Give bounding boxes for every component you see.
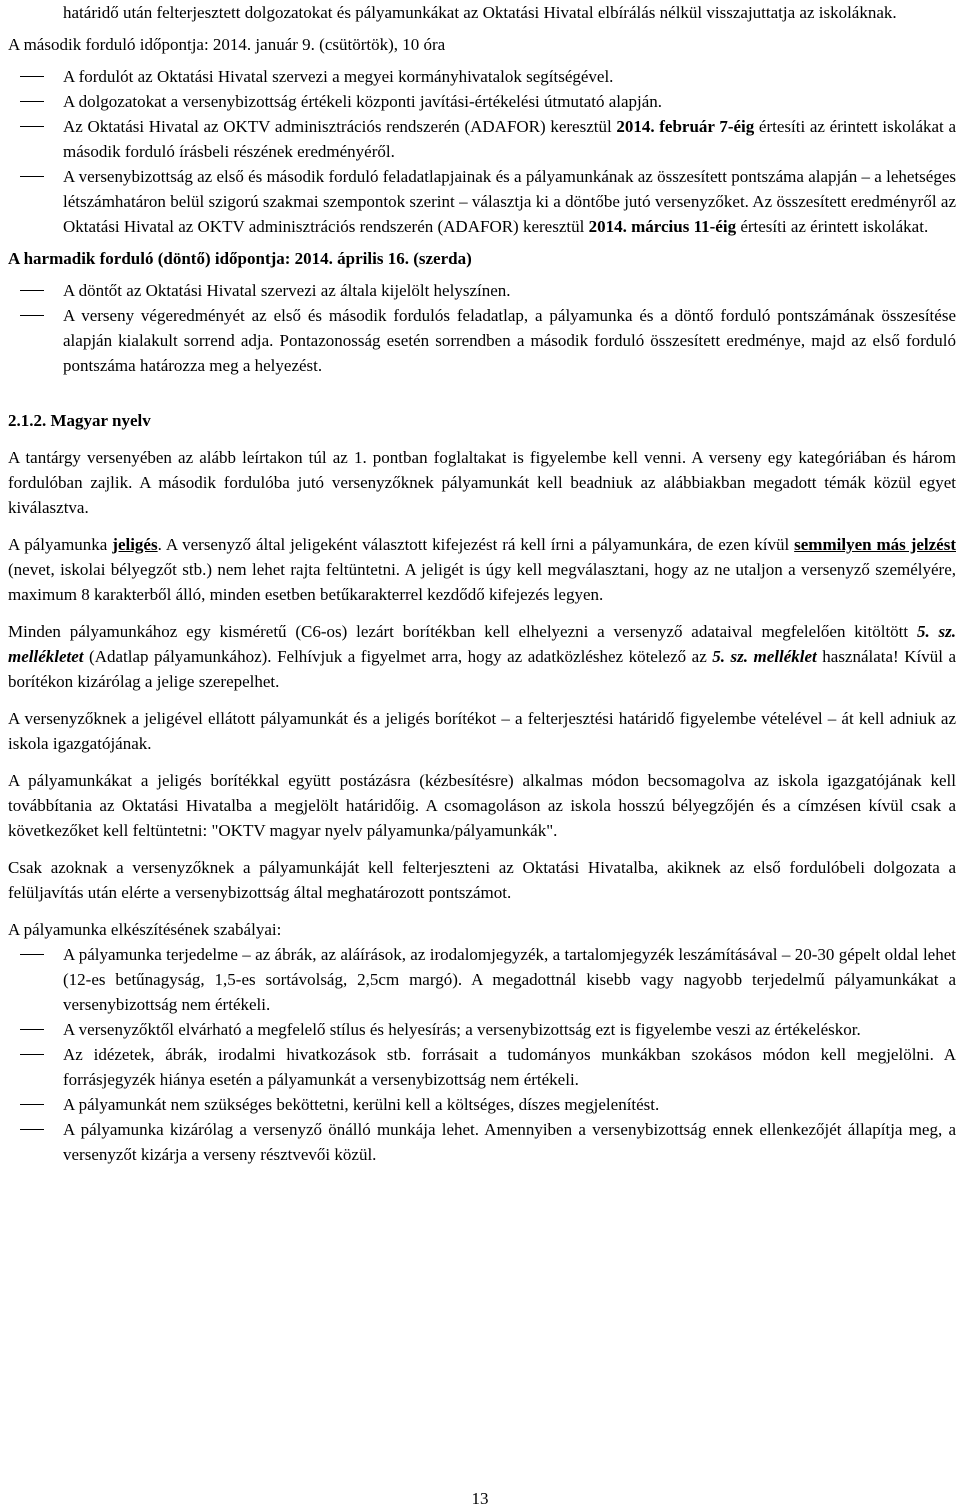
page-number: 13 [471, 1489, 489, 1508]
list-item: A fordulót az Oktatási Hivatal szervezi a megyei kormányhivatalok segítségével. [8, 64, 956, 89]
list-item: Az Oktatási Hivatal az OKTV adminisztrációs rendszerén (ADAFOR) keresztül 2014. február 7-éig értesíti az érintett iskolákat a második forduló írásbeli részének eredményéről. [8, 114, 956, 164]
list-item: A pályamunka terjedelme – az ábrák, az aláírások, az irodalomjegyzék, a tartalomjegyzék leszámításával – 20-30 gépelt oldal lehet (12-es betűnagyság, 1,5-es sortávolság, 2,5cm margó). A megadottnál kisebb vagy nagyobb terjedelmű pályamunkákat a versenybizottság nem értékeli. [8, 942, 956, 1017]
list-item: A verseny végeredményét az első és második fordulós feladatlap, a pályamunka és a döntő forduló pontszámának összesítése alapján kialakult sorrend adja. Pontazonosság esetén sorrendben a második forduló összesített eredménye, majd az első forduló pontszáma határozza meg a helyezést. [8, 303, 956, 378]
list-item: A pályamunka kizárólag a versenyző önálló munkája lehet. Amennyiben a versenybizottság ennek ellenkezőjét állapítja meg, a versenyzőt kizárja a verseny résztvevői közül. [8, 1117, 956, 1167]
paragraph: A pályamunka jeligés. A versenyző által jeligeként választott kifejezést rá kell írni a pályamunkára, de ezen kívül semmilyen más jelzést (nevet, iskolai bélyegzőt stb.) nem lehet rajta feltüntetni. A jeligét is úgy kell megválasztani, hogy az ne utaljon a versenyző személyére, maximum 8 karakterből álló, minden esetben betűkarakterrel kezdődő kifejezés legyen. [8, 535, 956, 604]
list-item: A versenybizottság az első és második forduló feladatlapjainak és a pályamunkának az összesített pontszáma alapján – a lehetséges létszámhatáron belül szigorú szakmai szempontok szerint – választja ki a döntőbe jutó versenyzőket. Az összesített eredményről az Oktatási Hivatal az OKTV adminisztrációs rendszerén (ADAFOR) keresztül 2014. március 11-éig értesíti az érintett iskolákat. [8, 164, 956, 239]
document-page [8, 0, 956, 1167]
round2-heading: A második forduló időpontja: 2014. január 9. (csütörtök), 10 óra [8, 35, 446, 54]
section-title: 2.1.2. Magyar nyelv [8, 411, 151, 430]
paragraph: A versenyzőknek a jeligével ellátott pályamunkát és a jeligés borítékot – a felterjesztési határidő figyelembe vételével – át kell adniuk az iskola igazgatójának. [8, 709, 956, 753]
round2-list [8, 64, 956, 239]
list-item: A pályamunkát nem szükséges beköttetni, kerülni kell a költséges, díszes megjelenítést. [8, 1092, 956, 1117]
list-item: A döntőt az Oktatási Hivatal szervezi az általa kijelölt helyszínen. [8, 278, 956, 303]
paragraph: Minden pályamunkához egy kisméretű (C6-os) lezárt borítékban kell elhelyezni a versenyző adataival megfelelően kitöltött 5. sz. mellékletet (Adatlap pályamunkához). Felhívjuk a figyelmet arra, hogy az adatközléshez kötelező az 5. sz. melléklet használata! Kívül a borítékon kizárólag a jelige szerepelhet. [8, 622, 957, 691]
round3-list [8, 278, 956, 378]
rules-list [8, 942, 956, 1167]
paragraph: A pályamunkákat a jeligés borítékkal együtt postázásra (kézbesítésre) alkalmas módon becsomagolva az iskola igazgatójának kell továbbítania az Oktatási Hivatalba a megjelölt határidőig. A csomagoláson az iskola hosszú bélyegzőjén és a címzésen kívül csak a következőket kell feltüntetni: "OKTV magyar nyelv pályamunka/pályamunkák". [8, 771, 956, 840]
paragraph: Csak azoknak a versenyzőknek a pályamunkáját kell felterjeszteni az Oktatási Hivatalba, akiknek az első fordulóbeli dolgozata a felüljavítás után elérte a versenybizottság által meghatározott pontszámot. [8, 858, 956, 902]
list-item: Az idézetek, ábrák, irodalmi hivatkozások stb. forrásait a tudományos munkákban szokásos módon kell megjelölni. A forrásjegyzék hiánya esetén a pályamunkát a versenybizottság nem értékeli. [8, 1042, 956, 1092]
list-item: A dolgozatokat a versenybizottság értékeli központi javítási-értékelési útmutató alapján. [8, 89, 956, 114]
list-item: A versenyzőktől elvárható a megfelelő stílus és helyesírás; a versenybizottság ezt is figyelembe veszi az értékeléskor. [8, 1017, 956, 1042]
paragraph: A tantárgy versenyében az alább leírtakon túl az 1. pontban foglaltakat is figyelembe kell venni. A verseny egy kategóriában és három fordulóban zajlik. A második fordulóba jutó versenyzőknek pályamunkát kell beadniuk az alábbiakban megadott témák közül egyet kiválasztva. [8, 448, 956, 517]
rules-title: A pályamunka elkészítésének szabályai: [8, 920, 282, 939]
round3-heading: A harmadik forduló (döntő) időpontja: 2014. április 16. (szerda) [8, 249, 472, 268]
intro-paragraph: határidő után felterjesztett dolgozatokat és pályamunkákat az Oktatási Hivatal elbírálás nélkül visszajuttatja az iskoláknak. [63, 3, 897, 22]
